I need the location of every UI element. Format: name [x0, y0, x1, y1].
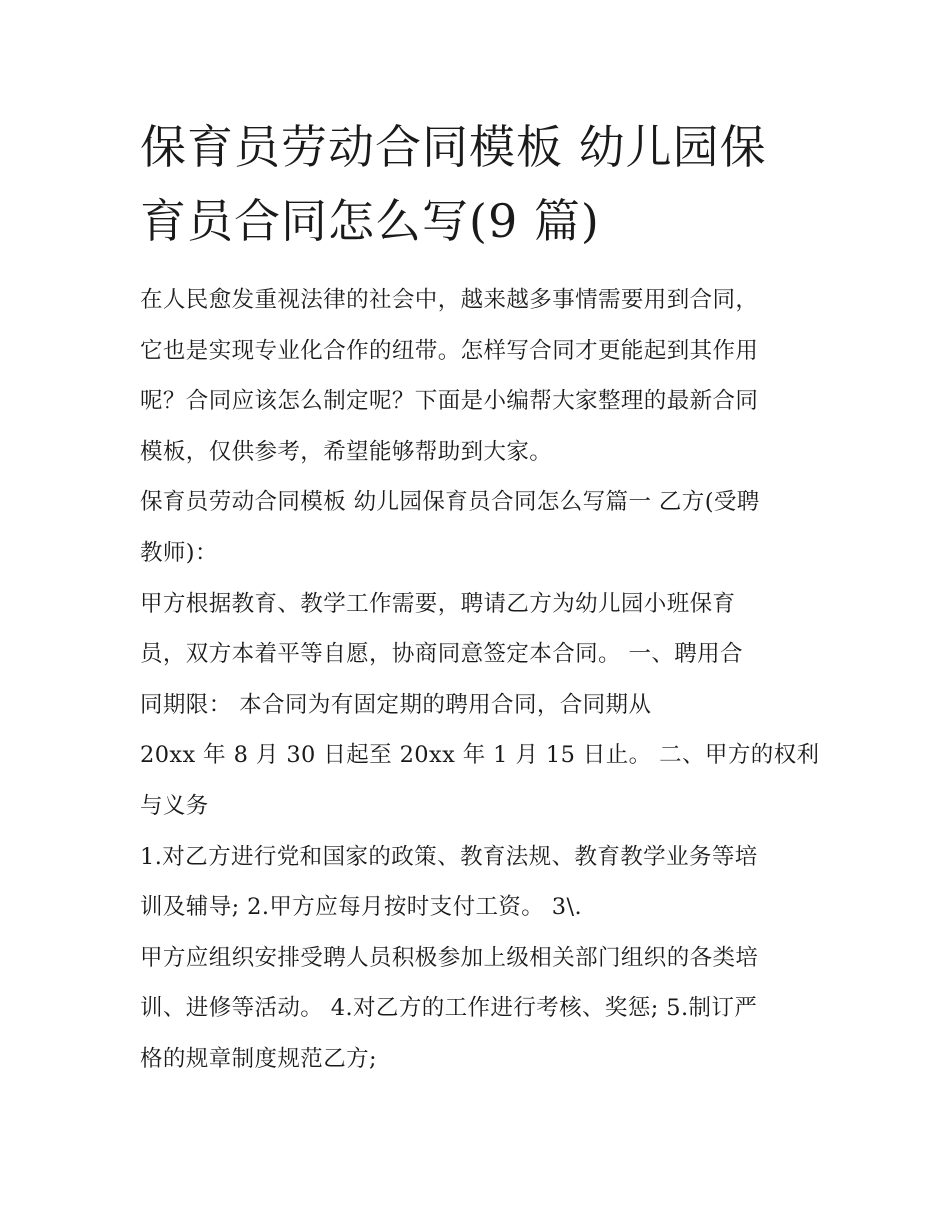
body-line: 训及辅导; 2.甲方应每月按时支付工资。 3\. — [140, 894, 583, 921]
body-line: 员，双方本着平等自愿，协商同意签定本合同。 一、聘用合 — [140, 641, 743, 668]
body-line: 在人民愈发重视法律的社会中，越来越多事情需要用到合同， — [140, 287, 759, 313]
body-line: 教师)： — [140, 539, 218, 566]
body-line: 它也是实现专业化合作的纽带。怎样写合同才更能起到其作用 — [140, 337, 759, 364]
document-title — [140, 110, 820, 258]
body-line: 训、进修等活动。 4.对乙方的工作进行考核、奖惩; 5.制订严 — [140, 995, 758, 1022]
title-line: 育员合同怎么写(9 篇) — [140, 194, 600, 248]
body-line: 模板，仅供参考，希望能够帮助到大家。 — [140, 438, 553, 465]
section-heading-line: 保育员劳动合同模板 幼儿园保育员合同怎么写篇一 乙方(受聘 — [140, 489, 760, 516]
title-line: 保育员劳动合同模板 幼儿园保 — [140, 120, 767, 174]
body-line: 甲方根据教育、教学工作需要，聘请乙方为幼儿园小班保育 — [140, 590, 736, 617]
body-line: 与义务 — [140, 792, 209, 819]
body-line: 甲方应组织安排受聘人员积极参加上级相关部门组织的各类培 — [140, 944, 759, 971]
body-line: 呢？合同应该怎么制定呢？下面是小编帮大家整理的最新合同 — [140, 388, 759, 415]
body-line: 20xx 年 8 月 30 日起至 20xx 年 1 月 15 日止。 二、甲方的权利 — [140, 742, 820, 769]
body-line: 格的规章制度规范乙方; — [140, 1045, 377, 1072]
document-body — [140, 275, 820, 1085]
body-line: 1.对乙方进行党和国家的政策、教育法规、教育教学业务等培 — [140, 843, 758, 870]
body-line: 同期限： 本合同为有固定期的聘用合同，合同期从 — [140, 691, 652, 718]
